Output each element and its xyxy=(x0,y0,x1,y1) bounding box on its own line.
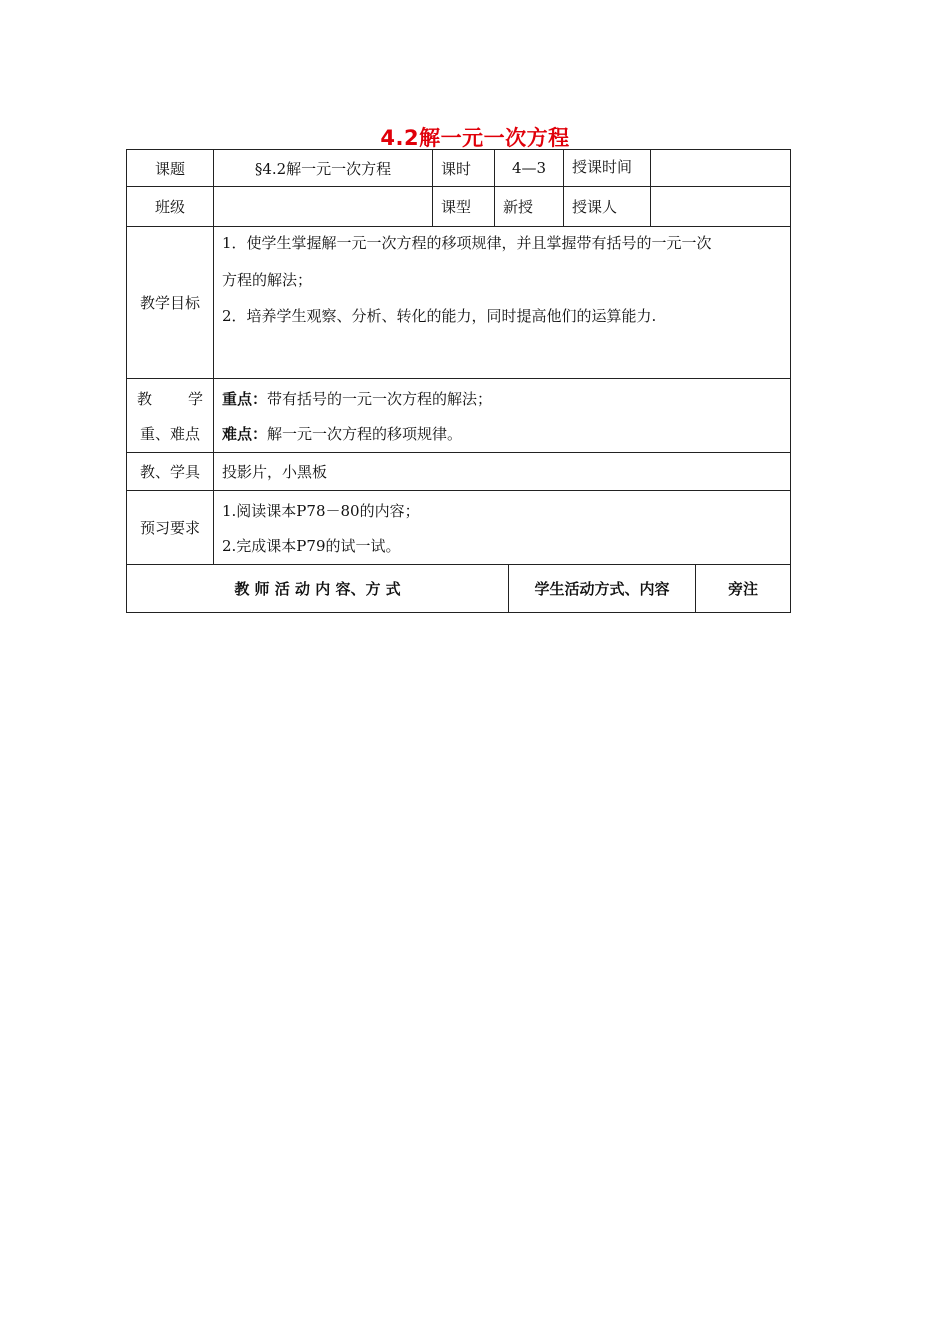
row-preview xyxy=(127,491,791,565)
focus-label: 重点： xyxy=(222,389,268,408)
period-label: 课时 xyxy=(433,150,495,187)
focus-text: 带有括号的一元一次方程的解法； xyxy=(267,389,493,408)
row-topic xyxy=(127,150,791,187)
difficulty-text: 解一元一次方程的移项规律。 xyxy=(267,424,463,443)
lesson-detail-table xyxy=(126,226,791,565)
lesson-plan-sheet xyxy=(126,149,790,613)
document-title: 4.2解一元一次方程 xyxy=(380,126,570,150)
row-class xyxy=(127,187,791,227)
lesson-info-table xyxy=(126,149,791,227)
class-value xyxy=(214,187,433,227)
key-points-label-char-1: 教 xyxy=(137,389,153,408)
tools-value: 投影片，小黑板 xyxy=(214,453,791,491)
goal-item-1-line-1: 1．使学生掌握解一元一次方程的移项规律，并且掌握带有括号的一元一次 xyxy=(222,234,712,252)
topic-label: 课题 xyxy=(127,150,214,187)
teacher-label: 授课人 xyxy=(564,187,651,227)
teacher-value xyxy=(651,187,791,227)
preview-item-2: 2.完成课本P79的试一试。 xyxy=(222,536,401,555)
key-points-content xyxy=(214,379,791,453)
difficulty-label: 难点： xyxy=(222,424,268,443)
time-value xyxy=(651,150,791,187)
key-points-label-char-2: 学 xyxy=(187,389,203,408)
difficulty-line xyxy=(222,423,790,444)
notes-header: 旁注 xyxy=(696,565,791,613)
tools-label: 教、学具 xyxy=(127,453,214,491)
topic-value: §4.2解一元一次方程 xyxy=(214,150,433,187)
type-label: 课型 xyxy=(433,187,495,227)
student-activity-header: 学生活动方式、内容 xyxy=(509,565,696,613)
row-key-points xyxy=(127,379,791,453)
period-value: 4—3 xyxy=(495,150,564,187)
preview-label: 预习要求 xyxy=(127,491,214,565)
time-label: 授课时间 xyxy=(564,150,651,187)
goal-item-2: 2．培养学生观察、分析、转化的能力，同时提高他们的运算能力. xyxy=(222,307,657,325)
key-points-label-line-1 xyxy=(127,388,213,409)
teacher-activity-header: 教 师 活 动 内 容、方 式 xyxy=(127,565,509,613)
preview-content xyxy=(214,491,791,565)
preview-item-1: 1.阅读课本P78－80的内容； xyxy=(222,501,420,520)
key-points-label-line-2: 重、难点 xyxy=(139,424,200,443)
focus-line xyxy=(222,388,790,409)
goal-item-1-line-2: 方程的解法； xyxy=(222,271,313,289)
goals-content xyxy=(214,227,791,379)
activity-header-row xyxy=(127,565,791,613)
type-value: 新授 xyxy=(495,187,564,227)
goals-label: 教学目标 xyxy=(127,227,214,379)
activity-table xyxy=(126,564,791,613)
row-tools xyxy=(127,453,791,491)
row-goals xyxy=(127,227,791,379)
class-label: 班级 xyxy=(127,187,214,227)
key-points-label xyxy=(127,379,214,453)
